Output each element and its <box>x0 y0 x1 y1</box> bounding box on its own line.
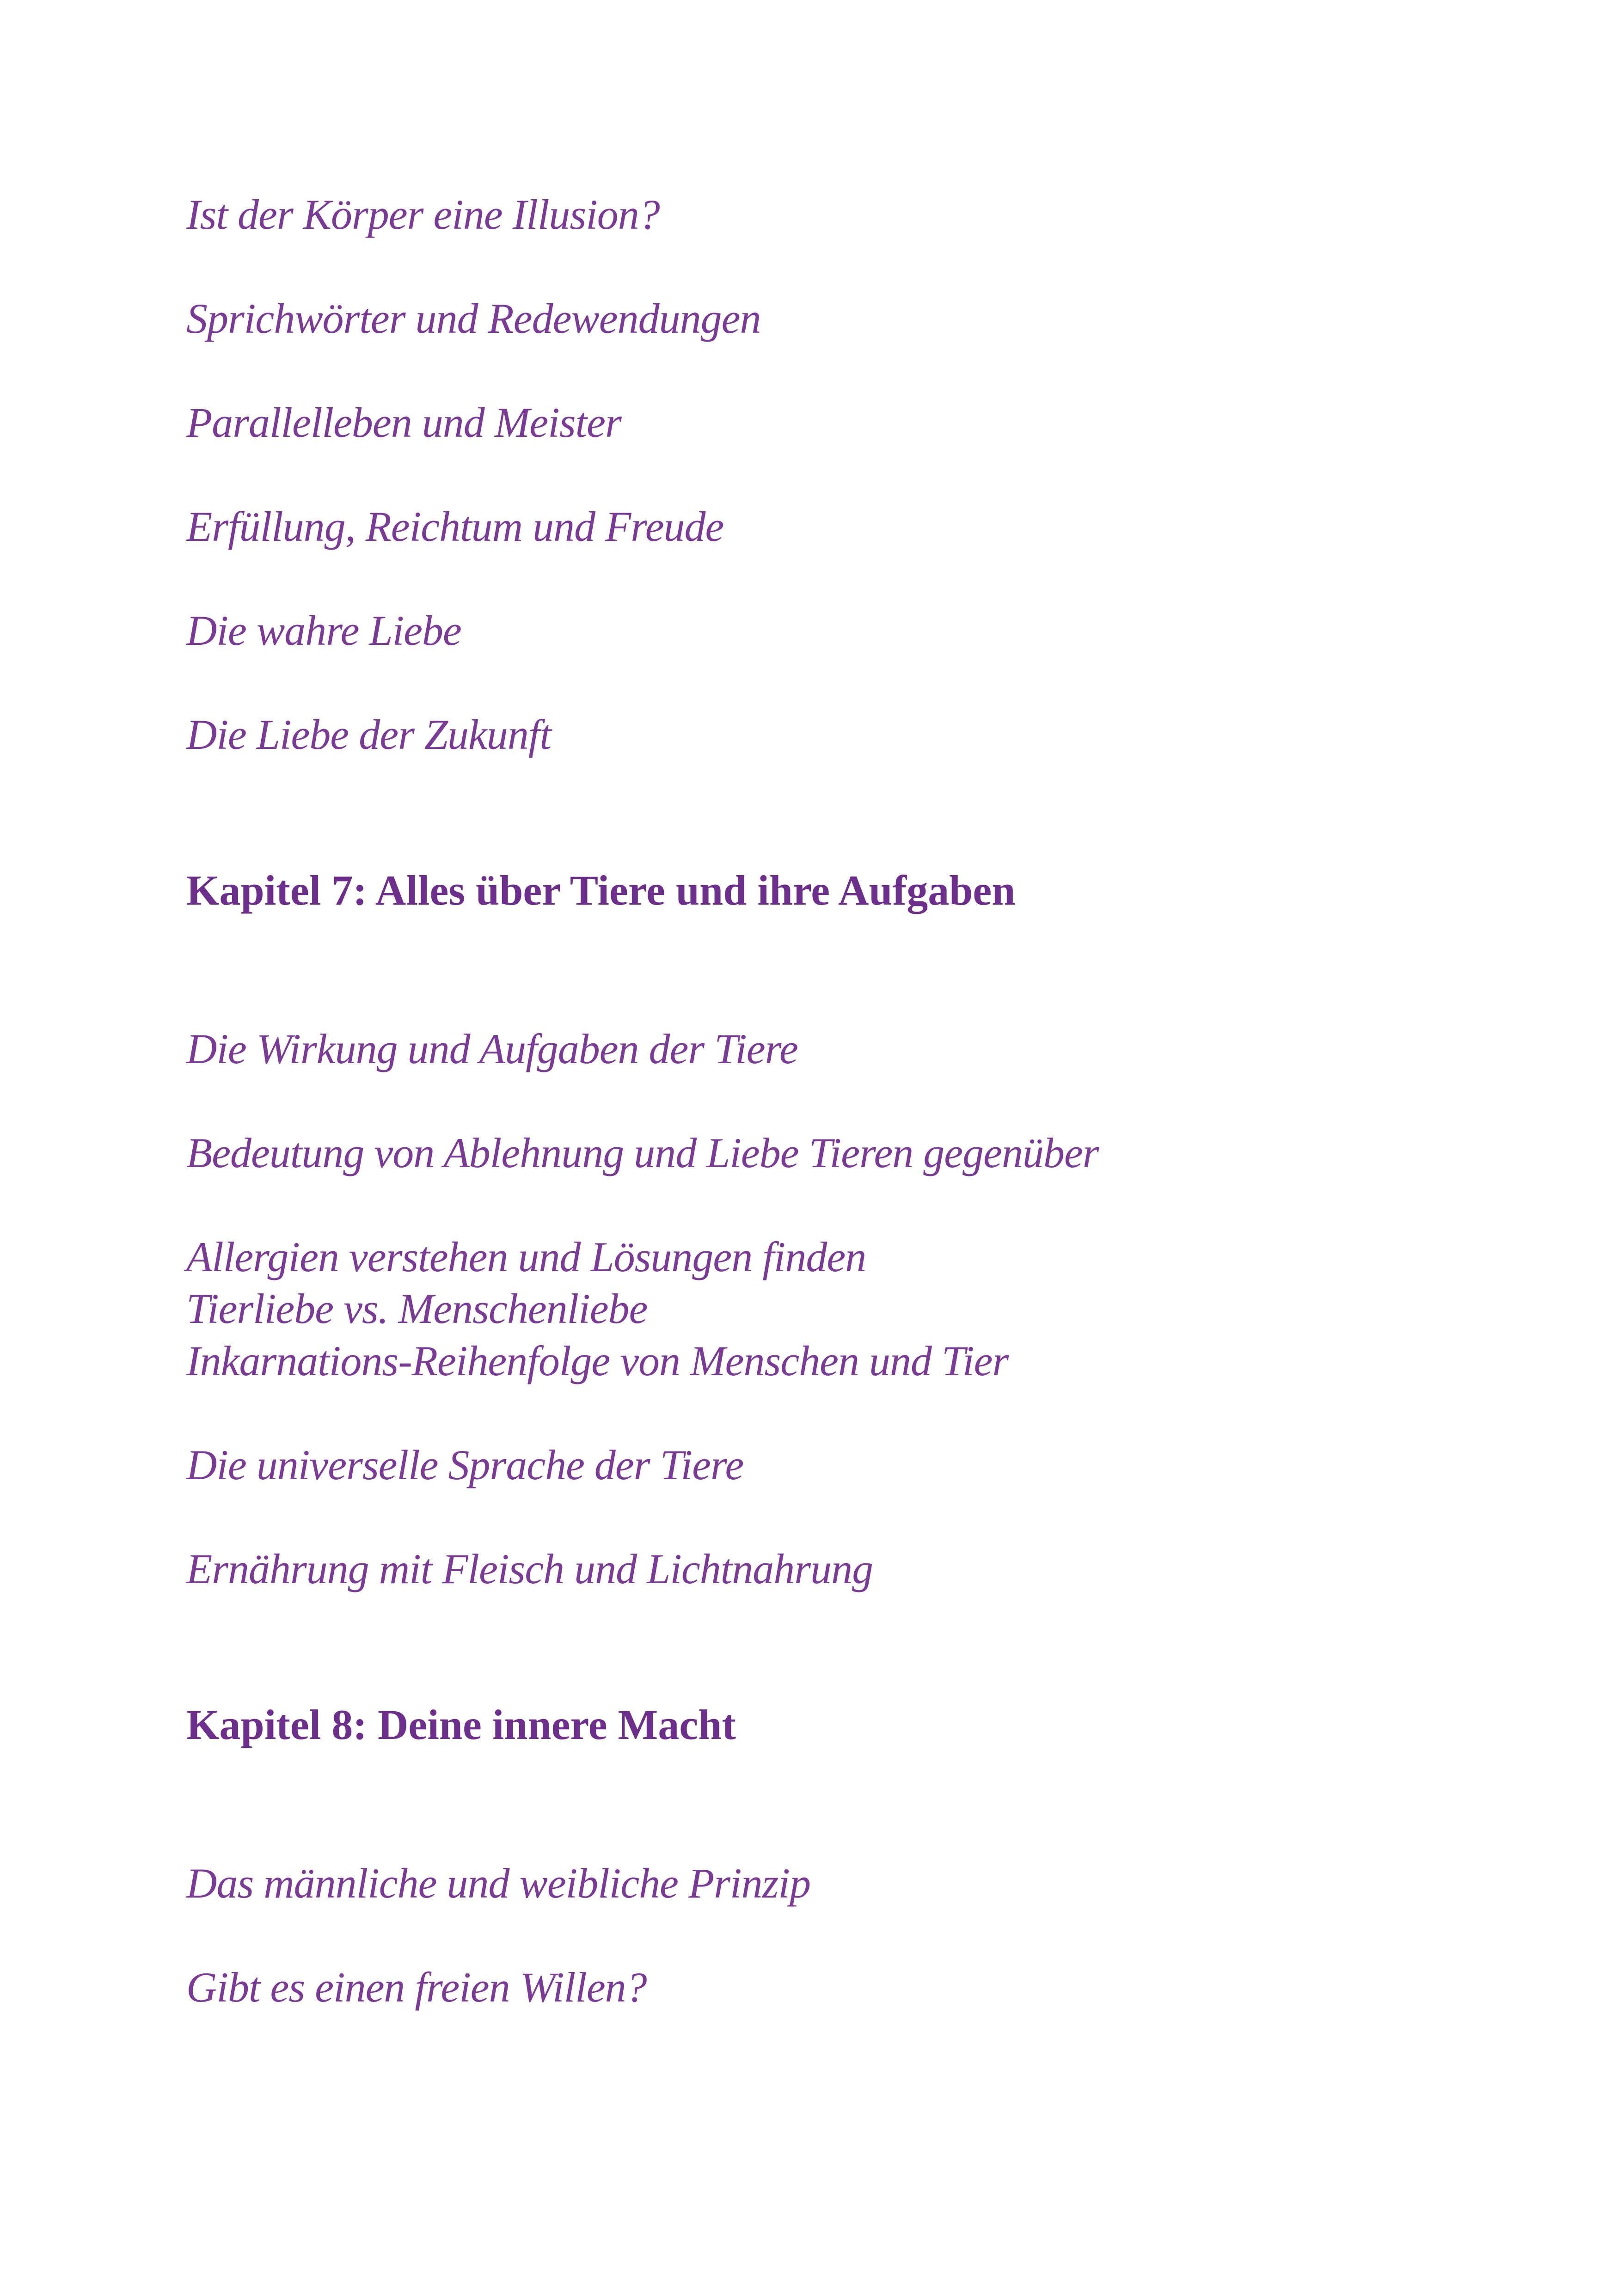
toc-entry: Parallelleben und Meister <box>186 399 621 446</box>
toc-entry: Sprichwörter und Redewendungen <box>186 295 761 342</box>
toc-entry: Die wahre Liebe <box>186 607 461 654</box>
toc-entry: Bedeutung von Ablehnung und Liebe Tieren gegenüber <box>186 1129 1099 1176</box>
toc-entry: Das männliche und weibliche Prinzip <box>186 1860 810 1907</box>
toc-entry: Die Wirkung und Aufgaben der Tiere <box>186 1025 798 1072</box>
chapter-8-heading: Kapitel 8: Deine innere Macht <box>186 1701 736 1748</box>
toc-entry: Ernährung mit Fleisch und Lichtnahrung <box>186 1545 873 1592</box>
toc-entry: Ist der Körper eine Illusion? <box>186 191 660 238</box>
toc-entry: Allergien verstehen und Lösungen finden <box>186 1233 866 1280</box>
toc-entry: Die universelle Sprache der Tiere <box>186 1441 744 1488</box>
toc-entry: Gibt es einen freien Willen? <box>186 1964 647 2011</box>
toc-entry: Inkarnations-Reihenfolge von Menschen und Tier <box>186 1337 1009 1384</box>
toc-entry: Tierliebe vs. Menschenliebe <box>186 1285 648 1332</box>
toc-entry: Erfüllung, Reichtum und Freude <box>186 503 724 550</box>
chapter-7-heading: Kapitel 7: Alles über Tiere und ihre Aufgaben <box>186 867 1016 914</box>
toc-entry: Die Liebe der Zukunft <box>186 711 551 758</box>
